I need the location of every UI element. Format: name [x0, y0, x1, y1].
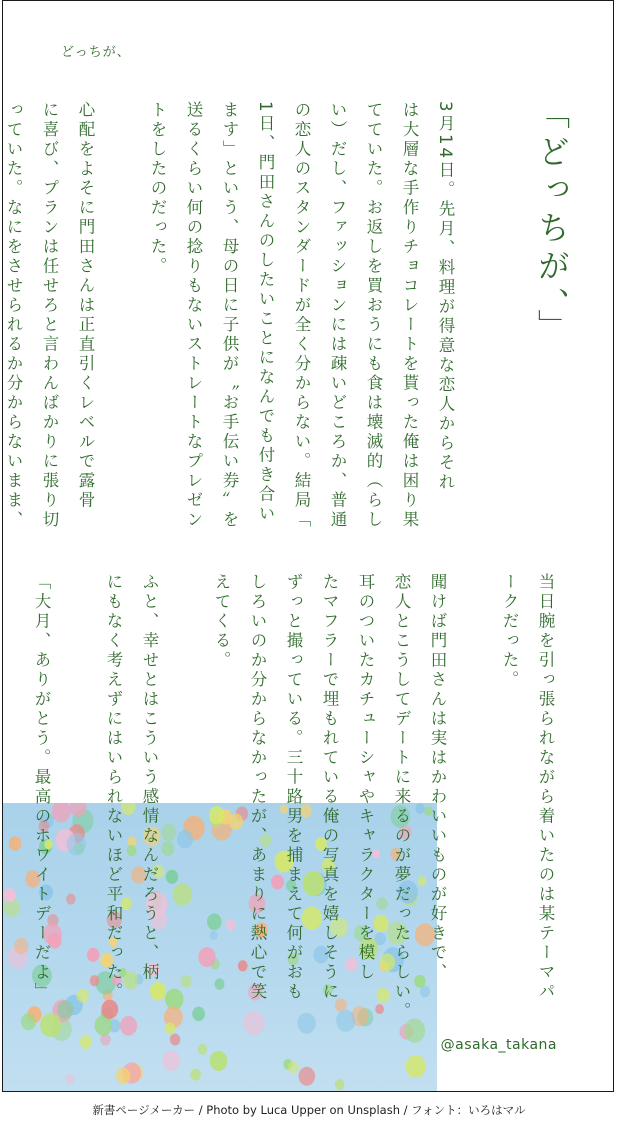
balloon-shape	[162, 1051, 180, 1071]
text-column: 「大月、ありがとう。最高のホワイトデーだよ」	[32, 573, 51, 1002]
text-column: は大層な手作りチョコレートを貰った俺は困り果	[400, 101, 419, 530]
balloon-shape	[299, 1067, 316, 1086]
balloon-shape	[336, 1010, 355, 1032]
balloon-shape	[190, 1069, 201, 1081]
balloon-shape	[404, 1019, 425, 1043]
text-column: ます」という、母の日に子供が〝お手伝い券〟を	[220, 101, 239, 530]
balloon-shape	[170, 1034, 180, 1046]
text-column: しろいのか分からなかったが、あまりに熱心で笑	[248, 573, 267, 1002]
balloon-shape	[335, 1079, 345, 1090]
text-column: 送るくらい何の捻りもないストレートなプレゼン	[184, 101, 203, 530]
text-column: ふと、幸せとはこういう感情なんだろうと、柄	[140, 573, 159, 983]
text-column: てていた。お返しを買おうにも食は壊滅的（らし	[364, 101, 383, 530]
balloon-shape	[406, 1055, 426, 1078]
balloon-shape	[120, 1016, 137, 1036]
balloon-shape	[21, 1013, 36, 1030]
balloon-shape	[40, 1013, 61, 1037]
text-column: 聞けば門田さんは実はかわいいものが好きで、	[428, 573, 447, 983]
balloon-shape	[210, 1051, 227, 1071]
page-frame	[2, 0, 614, 1092]
balloon-shape	[297, 1013, 315, 1034]
text-column: の恋人のスタンダードが全く分からない。結局「	[292, 101, 311, 530]
balloon-shape	[198, 1044, 207, 1055]
text-column: 1日、門田さんのしたいことになんでも付き合い	[256, 101, 275, 524]
text-column: 3月14日。先月、料理が得意な恋人からそれ	[436, 101, 455, 493]
credit-caption: 新書ページメーカー / Photo by Luca Upper on Unsplash / フォント：いろはマル	[92, 1103, 526, 1117]
text-column: ずっと撮っている。三十路男を捕まえて何がおも	[284, 573, 303, 1002]
text-column: に喜び、プランは任せろと言わんばかりに張り切	[40, 101, 59, 530]
text-column: い）だし、ファッションには疎いどころか、普通	[328, 101, 347, 530]
text-column: トをしたのだった。	[148, 101, 167, 277]
text-column: にもなく考えずにはいられないほど平和だった。	[104, 573, 123, 1002]
balloon-shape	[66, 1074, 75, 1085]
balloon-shape	[4, 888, 16, 902]
upper-text-block	[2, 101, 463, 541]
balloon-shape	[288, 1061, 299, 1073]
lower-text-block	[23, 573, 563, 1022]
balloon-shape	[165, 1022, 175, 1034]
balloon-shape	[116, 1068, 130, 1084]
text-column: 耳のついたカチューシャやキャラクターを模し	[356, 573, 375, 983]
header-small-title: どっちが、	[61, 45, 131, 60]
text-column: っていた。なにをさせられるか分からないまま、	[4, 101, 23, 530]
story-title: 「どっちが、」	[533, 97, 571, 347]
text-column: 恋人とこうしてデートに来るのが夢だったらしい。	[392, 573, 411, 1022]
text-column: ークだった。	[500, 573, 519, 690]
balloon-shape	[243, 1011, 265, 1036]
text-column: えてくる。	[212, 573, 231, 671]
text-column: 心配をよそに門田さんは正直引くレベルで露骨	[76, 101, 95, 511]
balloon-shape	[80, 1035, 92, 1049]
text-column: 当日腕を引っ張られながら着いたのは某テーマパ	[536, 573, 555, 1002]
balloon-shape	[9, 836, 22, 850]
text-column: たマフラーで埋もれている俺の写真を嬉しそうに	[320, 573, 339, 1002]
author-handle: @asaka_takana	[440, 1037, 557, 1053]
